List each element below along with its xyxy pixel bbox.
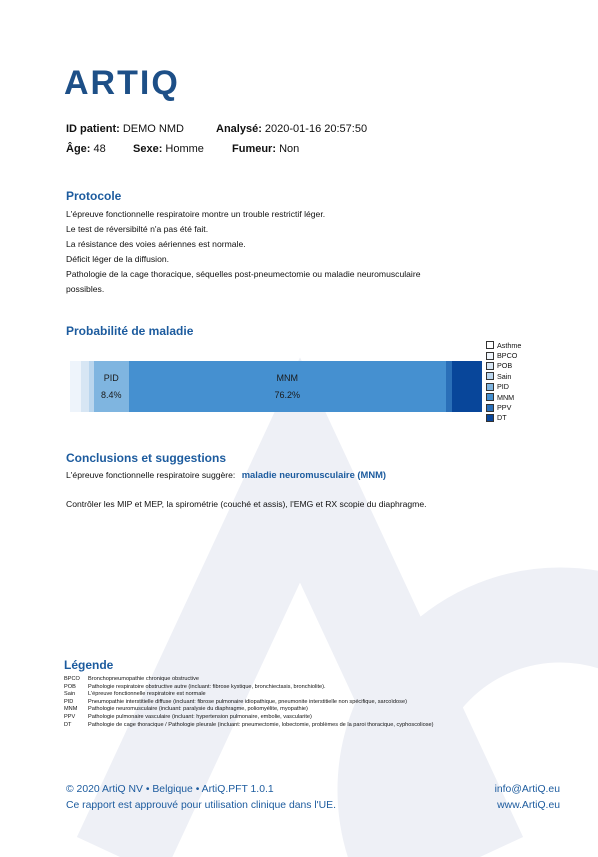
protocol-line: Le test de réversibilté n'a pas été fait. — [66, 224, 209, 234]
abbreviation-description: Pathologie pulmonaire vasculaire (incluant: hypertension pulmonaire, embolie, vascularite) — [88, 713, 312, 720]
abbreviation-description: Pathologie de cage thoracique / Pathologie pleurale (incluant: pneumectomie, lobectomie, problèmes de la paroi thoracique, cyphoscoliose) — [88, 721, 434, 728]
footer-left — [66, 782, 336, 814]
probability-bar — [66, 361, 482, 412]
legend-swatch — [486, 404, 494, 412]
logo-text: ARTIQ — [64, 64, 180, 102]
bar-segment-pob — [81, 361, 89, 412]
abbreviation-key: PPV — [64, 713, 76, 720]
legend-item — [486, 350, 521, 360]
probability-title: Probabilité de maladie — [66, 324, 194, 338]
probability-legend — [486, 340, 521, 423]
abbreviation-row — [64, 676, 584, 684]
bar-segment-mnm — [129, 361, 446, 412]
watermark-q-shape — [385, 615, 598, 857]
abbreviation-list — [64, 676, 584, 729]
legend-swatch — [486, 414, 494, 422]
legend-swatch — [486, 393, 494, 401]
bar-segment-bpco — [70, 361, 80, 412]
legend-label: MNM — [497, 392, 515, 402]
legend-item — [486, 361, 521, 371]
footer-right — [495, 782, 560, 814]
protocol-line: possibles. — [66, 284, 105, 294]
analysed-value: 2020-01-16 20:57:50 — [264, 123, 368, 135]
legend-label: DT — [497, 413, 507, 423]
abbreviation-row — [64, 714, 584, 722]
legend-swatch — [486, 341, 494, 349]
abbreviation-key: Sain — [64, 691, 76, 698]
abbreviation-key: POB — [64, 683, 76, 690]
abbreviation-row — [64, 691, 584, 699]
smoker-row — [232, 143, 299, 155]
abbreviation-key: BPCO — [64, 676, 80, 682]
abbreviation-row — [64, 684, 584, 692]
legend-label: PID — [497, 382, 509, 392]
legend-label: Sain — [497, 371, 512, 381]
age-label: Âge: — [66, 143, 91, 155]
legend-swatch — [486, 372, 494, 380]
legend-item — [486, 413, 521, 423]
analysed-label: Analysé: — [216, 123, 262, 135]
abbreviation-key: MNM — [64, 706, 78, 713]
footer-website-link[interactable]: www.ArtiQ.eu — [497, 800, 560, 811]
conclusion-advice: Contrôler les MIP et MEP, la spirométrie (couché et assis), l'EMG et RX scopie du diaphragme. — [66, 499, 427, 509]
abbreviation-row — [64, 699, 584, 707]
protocol-line: Pathologie de la cage thoracique, séquelles post-pneumectomie ou maladie neuromusculaire — [66, 269, 421, 279]
footer-approval: Ce rapport est approuvé pour utilisation clinique dans l'UE. — [66, 800, 336, 811]
age-value: 48 — [93, 143, 106, 155]
legend-item — [486, 402, 521, 412]
abbreviation-row — [64, 722, 584, 730]
legend-label: BPCO — [497, 351, 518, 361]
legend-item — [486, 392, 521, 402]
bar-segment-percent: 8.4% — [101, 390, 122, 400]
legend-swatch — [486, 362, 494, 370]
protocol-text — [66, 207, 506, 297]
patient-id-label: ID patient: — [66, 123, 120, 135]
conclusion-intro: L'épreuve fonctionnelle respiratoire suggère: — [66, 470, 236, 480]
legend-swatch — [486, 352, 494, 360]
legend-item — [486, 371, 521, 381]
artiq-logo — [64, 62, 194, 102]
bar-segment-label: PID — [103, 373, 119, 383]
protocol-line: L'épreuve fonctionnelle respiratoire montre un trouble restrictif léger. — [66, 209, 326, 219]
smoker-label: Fumeur: — [232, 143, 276, 155]
conclusion-sentence — [66, 467, 386, 483]
abbreviation-key: PID — [64, 698, 74, 705]
sex-row — [133, 143, 204, 155]
abbreviation-description: Bronchopneumopathie chronique obstructive — [88, 676, 200, 682]
protocol-line: La résistance des voies aériennes est normale. — [66, 239, 246, 249]
conclusion-diagnosis: maladie neuromusculaire (MNM) — [241, 469, 387, 480]
legend-label: Asthme — [497, 340, 522, 350]
smoker-value: Non — [279, 143, 300, 155]
footer-email-link[interactable]: info@ArtiQ.eu — [494, 784, 560, 795]
abbreviation-description: Pneumopathie interstitielle diffuse (incluant: fibrose pulmonaire idiopathique, pneumonite interstitielle non spécifique, sarcoïdose) — [88, 698, 407, 705]
bar-segment-label: MNM — [276, 373, 299, 383]
patient-id-value: DEMO NMD — [122, 123, 184, 135]
legend-label: PPV — [497, 403, 512, 413]
bar-segment-dt — [452, 361, 482, 412]
legend-label: POB — [497, 361, 513, 371]
protocol-title: Protocole — [66, 189, 122, 203]
legend-item — [486, 382, 521, 392]
conclusions-title: Conclusions et suggestions — [66, 451, 227, 465]
legend-item — [486, 340, 521, 350]
sex-label: Sexe: — [133, 143, 163, 155]
bar-segment-pid — [94, 361, 129, 412]
legend-swatch — [486, 383, 494, 391]
patient-id-row — [66, 123, 184, 135]
sex-value: Homme — [165, 143, 204, 155]
footer-copyright: © 2020 ArtiQ NV • Belgique • ArtiQ.PFT 1.0.1 — [66, 784, 274, 795]
abbreviation-key: DT — [64, 721, 72, 728]
age-row — [66, 143, 106, 155]
protocol-line: Déficit léger de la diffusion. — [66, 254, 170, 264]
analysed-row — [216, 123, 367, 135]
abbreviation-description: L'épreuve fonctionnelle respiratoire est normale — [88, 691, 206, 698]
abbreviation-description: Pathologie neuromusculaire (incluant: paralysie du diaphragme, poliomyélite, myopathie) — [88, 706, 308, 713]
abbreviation-row — [64, 706, 584, 714]
abbreviation-description: Pathologie respiratoire obstructive autre (incluant: fibrose kystique, bronchiectasis, bronchiolite). — [88, 683, 326, 690]
bar-segment-percent: 76.2% — [274, 390, 301, 400]
legende-title: Légende — [64, 658, 114, 672]
